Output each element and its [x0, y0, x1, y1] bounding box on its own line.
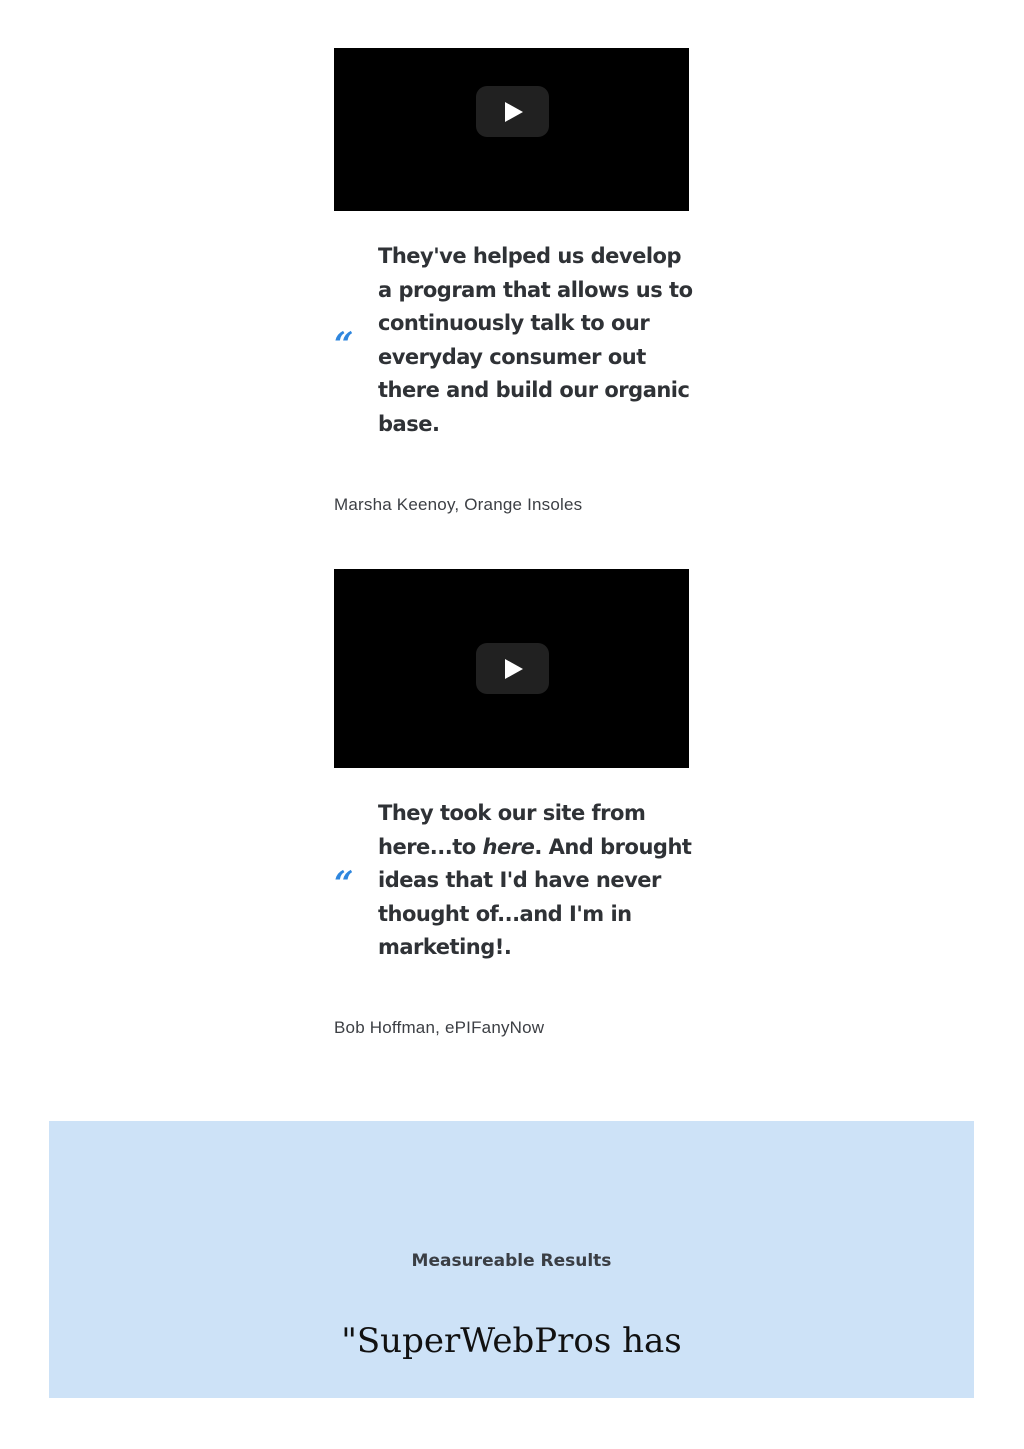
play-button[interactable]: [476, 86, 549, 137]
testimonial-quote-1: [334, 240, 694, 445]
play-icon: [505, 659, 523, 679]
play-button[interactable]: [476, 643, 549, 694]
quote-text: They've helped us develop a program that allows us to continuously talk to our everyday consumer out there and build our organic base.: [378, 244, 693, 436]
quote-icon: “: [334, 864, 354, 904]
testimonial-quote-2: [334, 797, 694, 969]
quote-text-emphasis: here: [482, 834, 535, 859]
quote-text-start: They took our site from here...to: [378, 801, 646, 859]
section-label: Measureable Results: [411, 1251, 612, 1271]
play-icon: [505, 102, 523, 122]
testimonial-author: Marsha Keenoy, Orange Insoles: [334, 495, 583, 514]
results-quote: "SuperWebPros has: [341, 1321, 682, 1361]
video-player-1[interactable]: [334, 48, 689, 211]
quote-icon: “: [334, 325, 354, 365]
quote-text-end: . And brought ideas that I'd have never thought of...and I'm in marketing!.: [378, 834, 692, 959]
results-section: [49, 1121, 974, 1398]
testimonial-author: Bob Hoffman, ePIFanyNow: [334, 1018, 545, 1037]
video-player-2[interactable]: [334, 569, 689, 768]
quote-text: [378, 797, 694, 965]
